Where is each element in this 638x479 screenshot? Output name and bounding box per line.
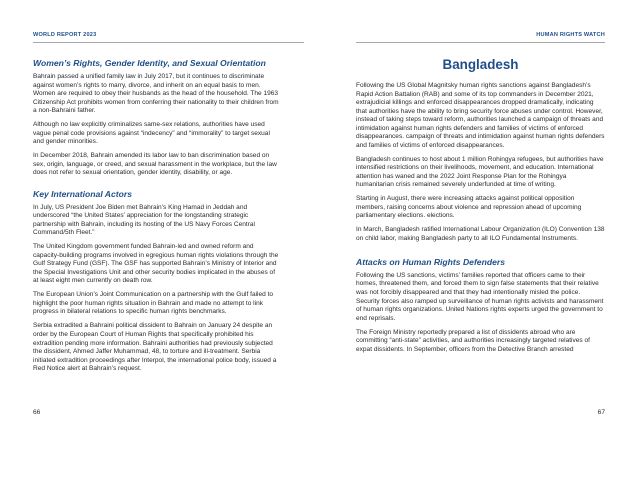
right-page-content [356, 57, 605, 360]
running-head-right: HUMAN RIGHTS WATCH [536, 32, 605, 38]
right-page [319, 0, 638, 479]
body-paragraph: The European Union’s Joint Communication on a partnership with the Gulf failed to highlight the poor human rights situation in Bahrain and made no attempt to link progress in bilateral relations to specific human rights benchmarks. [33, 291, 274, 316]
section-heading-womens-rights: Women’s Rights, Gender Identity, and Sexual Orientation [33, 58, 266, 68]
body-paragraph: Bahrain passed a unified family law in July 2017, but it continues to discriminate against women’s rights to marry, divorce, and inherit on an equal basis to men. Women are required to obey their husbands as the head of the household. The 1963 Citizenship Act prohibits women from conferring their nationality to their children from a non-Bahraini father. [33, 73, 279, 115]
body-paragraph: Following the US sanctions, victims’ families reported that officers came to their homes, threatened them, and forced them to sign false statements that their relative was not forcibly disappeared and that they had intentionally misled the police. Security forces also ramped up surveillance of human rights activists and harassment of human rights organizations. United Nations rights experts urged the government to end reprisals. [356, 271, 604, 322]
body-paragraph: The United Kingdom government funded Bahrain-led and owned reform and capacity-building programs involved in egregious human rights violations through the Gulf Strategy Fund (GSF). The GSF has supported Bahrain’s Ministry of Interior and the Special Investigations Unit and other security bodies implicated in the abuses of at least eight men currently on death row. [33, 243, 279, 285]
body-paragraph: In December 2018, Bahrain amended its labor law to ban discrimination based on sex, origin, language, or creed, and sexual harassment in the workplace, but the law does not refer to sexual orientation, gender identity, disability, or age. [33, 152, 277, 177]
body-paragraph: In July, US President Joe Biden met Bahrain’s King Hamad in Jeddah and underscored “the United States’ appreciation for the longstanding strategic partnership with Bahrain, including its hosting of the US Navy Forces Central Command/5th Fleet.” [33, 203, 255, 237]
section-heading-attacks-on-defenders: Attacks on Human Rights Defenders [356, 256, 505, 267]
section-heading-key-international-actors: Key International Actors [33, 188, 133, 199]
header-rule-right [356, 42, 605, 43]
page-number-right: 67 [597, 409, 605, 416]
body-paragraph: The Foreign Ministry reportedly prepared a list of dissidents abroad who are committing “anti-state” activities, and authorities increasingly targeted relatives of expat dissidents. In September, officers from the Detective Branch arrested [356, 328, 590, 353]
body-paragraph: Bangladesh continues to host about 1 million Rohingya refugees, but authorities have intensified restrictions on their livelihoods, movement, and education. International attention has waned and the 2022 Joint Response Plan for the Rohingya humanitarian crisis remained severely underfunded at time of writing. [356, 155, 604, 189]
page-number-left: 66 [33, 409, 41, 416]
body-paragraph: Following the US Global Magnitsky human rights sanctions against Bangladesh’s Rapid Action Battalion (RAB) and some of its top commanders in December 2021, extrajudicial killings and enforced disappearances dropped dramatically, indicating that authorities have the ability to bring security force abuses under control. However, instead of taking steps toward reform, authorities launched a campaign of threats and intimidation against human rights defenders and families of victims of enforced disappearances. campaign of threats and intimidation against human rights defenders and families of victims of enforced disappearances. [356, 82, 605, 149]
running-head-left: WORLD REPORT 2023 [33, 32, 97, 38]
body-paragraph: Starting in August, there were increasing attacks against political opposition members, raising concerns about violence and repression ahead of upcoming parliamentary elections. elections. [356, 195, 582, 220]
country-title: Bangladesh [442, 57, 519, 72]
body-paragraph: Serbia extradited a Bahraini political dissident to Bahrain on January 24 despite an order by the European Court of Human Rights that specifically prohibited his extradition pending more information. Bahraini authorities had previously subjected the dissident, Ahmed Jaffer Muhammad, 48, to torture and ill-treatment. Serbia initiated extradition proceedings after Interpol, the international police body, issued a Red Notice alert at Bahrain’s request. [33, 322, 277, 373]
header-rule-left [33, 42, 304, 43]
body-paragraph: Although no law explicitly criminalizes same-sex relations, authorities have used vague penal code provisions against “indecency” and “immorality” to target sexual and gender minorities. [33, 121, 270, 146]
body-paragraph: In March, Bangladesh ratified International Labour Organization (ILO) Convention 138 on child labor, making Bangladesh party to all ILO Fundamental Instruments. [356, 226, 605, 242]
left-page-content [33, 58, 279, 379]
